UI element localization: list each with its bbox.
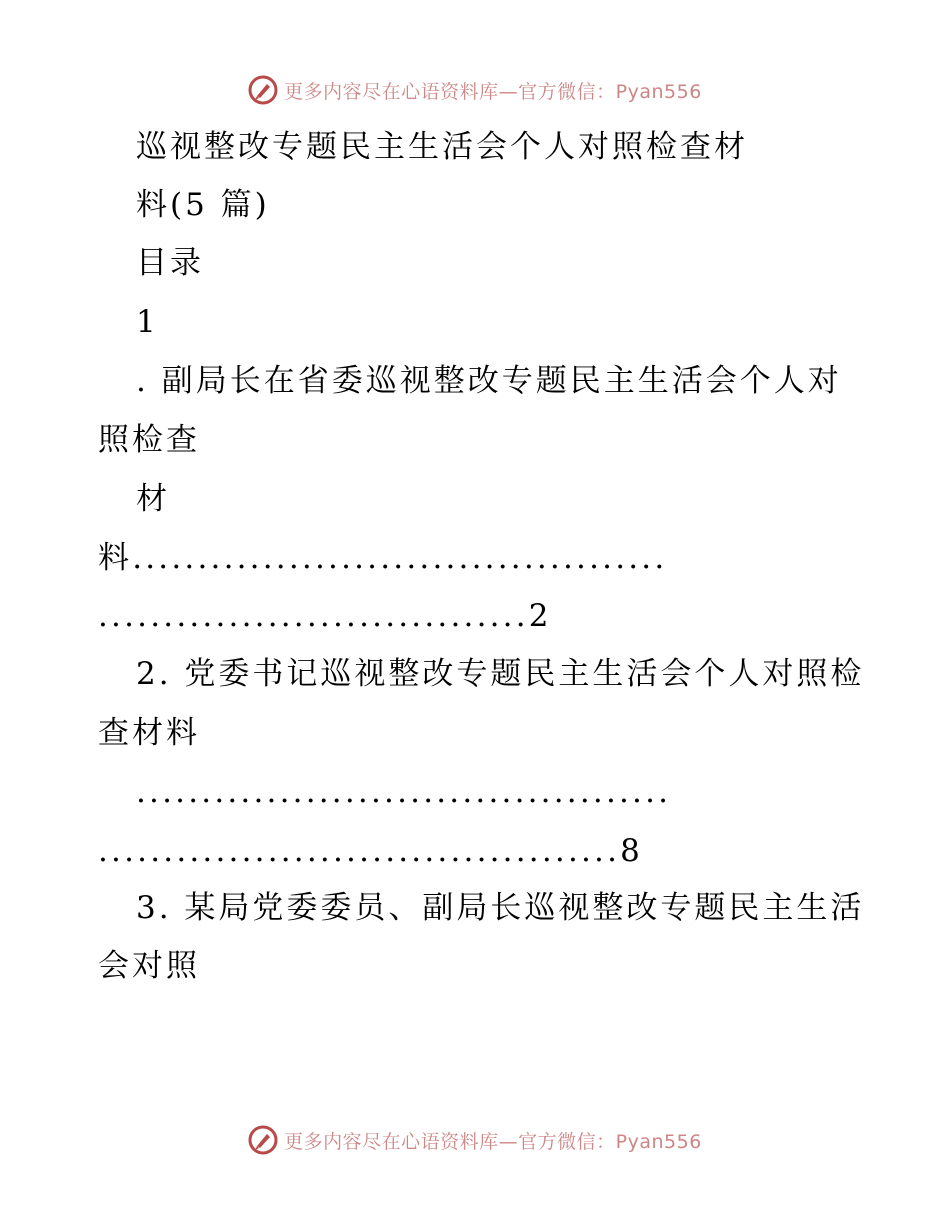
watermark-text: 更多内容尽在心语资料库—官方微信：Pyan556 xyxy=(284,1130,702,1153)
toc-entry-2-line-3: ......................................... xyxy=(136,774,672,810)
toc-entry-1-number: 1 xyxy=(136,304,159,340)
toc-heading: 目录 xyxy=(136,245,204,281)
footer-watermark xyxy=(0,1120,950,1160)
toc-entry-1-line-3: 材 xyxy=(136,481,170,517)
toc-entry-1-line-2: 照检查 xyxy=(98,422,200,458)
toc-entry-2-line-4: ........................................8 xyxy=(98,833,644,869)
document-title-line-2: 料(5 篇) xyxy=(136,187,270,223)
document-title-line-1: 巡视整改专题民主生活会个人对照检查材 xyxy=(136,129,748,165)
pen-logo-icon xyxy=(248,1125,278,1155)
toc-entry-1-line-5: .................................2 xyxy=(98,598,552,634)
toc-entry-2-line-1: 2. 党委书记巡视整改专题民主生活会个人对照检 xyxy=(136,656,865,692)
toc-entry-1-line-4: 料......................................... xyxy=(98,540,668,576)
pen-logo-icon xyxy=(248,75,278,105)
watermark-text: 更多内容尽在心语资料库—官方微信：Pyan556 xyxy=(284,80,702,103)
toc-entry-3-line-2: 会对照 xyxy=(98,948,200,984)
header-watermark xyxy=(0,70,950,110)
toc-entry-2-line-2: 查材料 xyxy=(98,715,200,751)
toc-entry-1-line-1: . 副局长在省委巡视整改专题民主生活会个人对 xyxy=(136,363,842,399)
toc-entry-3-line-1: 3. 某局党委委员、副局长巡视整改专题民主生活 xyxy=(136,890,865,926)
